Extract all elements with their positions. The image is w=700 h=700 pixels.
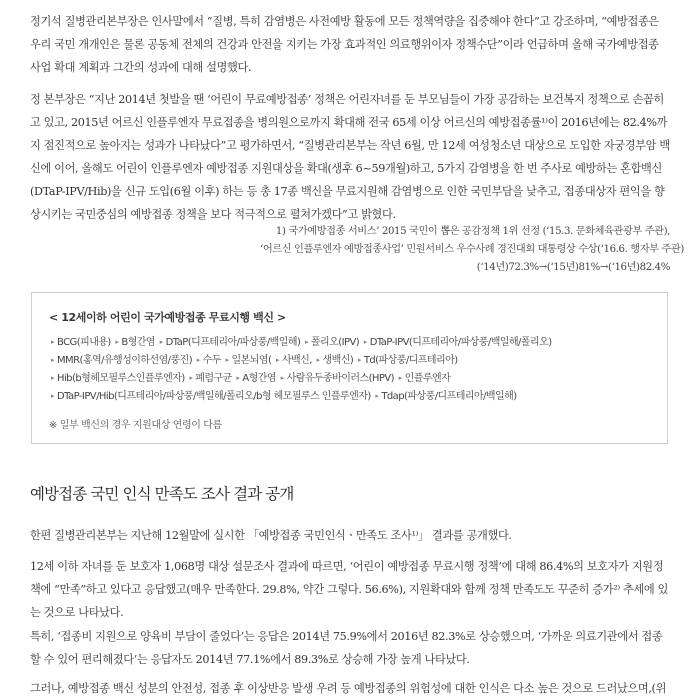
vaccine-list-line	[49, 371, 450, 387]
survey-paragraph-2: 12세 이하 자녀를 둔 보호자 1,068명 대상 설문조사 결과에 따르면, ‘어린이 예방접종 무료시행 정책’에 대해 86.4%의 보호자가 지원정책에 “만족”하고 있다고 응답했고(매우 만족한다. 29.8%, 약간 그렇다. 56.6%), 지원확대와 함께 정책 만족도도 꾸준히 증가²⁾ 추세에 있는 것으로 나타났다.	[30, 560, 669, 619]
footnote-line: (‘14년)72.3%→(‘15년)81%→(‘16년)82.4%	[476, 262, 670, 273]
vaccine-item: B형간염	[121, 337, 156, 348]
vaccine-item: 일본뇌염(	[231, 355, 272, 366]
survey-paragraph-1: 한편 질병관리본부는 지난해 12월말에 실시한 「예방접종 국민인식ㆍ만족도 조사¹⁾」 결과를 공개했다.	[30, 529, 512, 542]
bullet-icon: ▸	[375, 392, 379, 400]
vaccine-item: 사백신,	[281, 355, 312, 366]
bullet-icon: ▸	[280, 374, 284, 382]
vaccine-list-line	[49, 353, 458, 369]
vaccine-item: DTaP-IPV(디프테리아/파상풍/백일해/폴리오)	[369, 337, 552, 348]
vaccine-item: 사람유두종바이러스(HPV)	[286, 373, 395, 384]
intro-paragraph-2: 정 본부장은 “지난 2014년 첫발을 땐 ‘어린이 무료예방접종’ 정책은 어린자녀를 둔 부모님들이 가장 공감하는 보건복지 정책으로 손꼽히고 있고, 2015년 어르신 인플루엔자 무료접종을 병의원으로까지 확대해 전국 65세 이상 어르신의 예방접종률¹⁾이 2016년에는 82.4%까지 점진적으로 높아지는 성과가 나타났다”고 평가하면서, “질병관리본부는 작년 6월, 만 12세 여성청소년 대상으로 도입한 자궁경부암 백신에 이어, 올해도 어린이 인플루엔자 예방접종 지원대상을 확대(생후 6~59개월)하고, 5가지 감염병을 한 번 주사로 예방하는 혼합백신(DTaP-IPV/Hib)을 신규 도입(6월 이후) 하는 등 총 17종 백신을 무료지원해 감염병으로 인한 국민부담을 낮추고, 접종대상자 편익을 향상시키는 국민중심의 예방접종 정책을 보다 적극적으로 펼쳐가겠다”고 밝혔다.	[30, 93, 670, 221]
vaccine-item: MMR(홍역/유행성이하선염/풍진)	[56, 355, 193, 366]
survey-paragraph-3: 특히, ‘접종비 지원으로 양육비 부담이 줄었다’는 응답은 2014년 75.9%에서 2016년 82.3%로 상승했으며, ‘가까운 의료기관에서 접종할 수 있어 편리해졌다’는 응답자도 2014년 77.1%에서 89.3%로 상승해 가장 높게 나타났다.	[30, 630, 663, 666]
footnote-line: ‘어르신 인플루엔자 예방접종사업’ 민원서비스 우수사례 경진대회 대통령상 수상(‘16.6. 행자부 주관)	[260, 244, 684, 255]
bullet-icon: ▸	[304, 338, 308, 346]
bullet-icon: ▸	[115, 338, 119, 346]
bullet-icon: ▸	[51, 338, 54, 346]
vaccine-item: 인플루엔자	[404, 373, 451, 384]
bullet-icon: ▸	[398, 374, 402, 382]
bullet-icon: ▸	[225, 356, 229, 364]
footnotes	[260, 223, 684, 277]
bullet-icon: ▸	[159, 338, 163, 346]
vaccine-item: A형간염	[242, 373, 276, 384]
vaccine-item: 폴리오(IPV)	[310, 337, 360, 348]
bullet-icon: ▸	[357, 356, 361, 364]
bullet-icon: ▸	[363, 338, 367, 346]
bullet-icon: ▸	[275, 356, 279, 364]
vaccine-item: Td(파상풍/디프테리아)	[363, 355, 458, 366]
vaccine-item: DTaP(디프테리아/파상풍/백일해)	[165, 337, 301, 348]
section-heading: 예방접종 국민 인식 만족도 조사 결과 공개	[30, 485, 294, 503]
footnote-line: 1) 국가예방접종 서비스’ 2015 국민이 뽑은 공감정책 1위 선정 (‘15.3. 문화체육관광부 주관),	[275, 226, 670, 237]
survey-paragraph-4: 그러나, 예방접종 백신 성분의 안전성, 접종 후 이상반응 발생 우려 등 예방접종의 위험성에 대한 인식은 다소 높은 것으로 드러났으며,(위	[30, 682, 667, 695]
bullet-icon: ▸	[236, 374, 240, 382]
vaccine-item: Tdap(파상풍/디프테리아/백일해)	[381, 391, 517, 402]
vaccine-item: 생백신)	[322, 355, 354, 366]
intro-paragraph-1: 정기석 질병관리본부장은 인사말에서 “질병, 특히 감염병은 사전예방 활동에 모든 정책역량을 집중해야 한다”고 강조하며, “예방접종은 우리 국민 개개인은 물론 공동체 전체의 건강과 안전을 지키는 가장 효과적인 의료행위이자 정책수단”이라 언급하며 올해 국가예방접종 사업 확대 계획과 그간의 성과에 대해 설명했다.	[30, 15, 659, 74]
vaccine-item: Hib(b형헤모필루스인플루엔자)	[56, 373, 185, 384]
vaccine-item: 폐렴구균	[195, 373, 232, 384]
vaccine-list-box	[31, 292, 668, 444]
vaccine-box-title: < 12세이하 어린이 국가예방접종 무료시행 백신 >	[49, 311, 286, 324]
bullet-icon: ▸	[189, 374, 193, 382]
bullet-icon: ▸	[316, 356, 320, 364]
bullet-icon: ▸	[196, 356, 200, 364]
bullet-icon: ▸	[51, 356, 54, 364]
bullet-icon: ▸	[51, 392, 54, 400]
vaccine-list-line	[49, 389, 517, 405]
vaccine-item: BCG(피내용)	[56, 337, 111, 348]
vaccine-item: 수두	[202, 355, 221, 366]
vaccine-box-note: ※ 일부 백신의 경우 지원대상 연령이 다름	[49, 420, 222, 431]
vaccine-list-line	[49, 335, 552, 351]
bullet-icon: ▸	[51, 374, 54, 382]
vaccine-item: DTaP-IPV/Hib(디프테리아/파상풍/백일해/폴리오/b형 헤모필루스 인플루엔자)	[56, 391, 371, 402]
